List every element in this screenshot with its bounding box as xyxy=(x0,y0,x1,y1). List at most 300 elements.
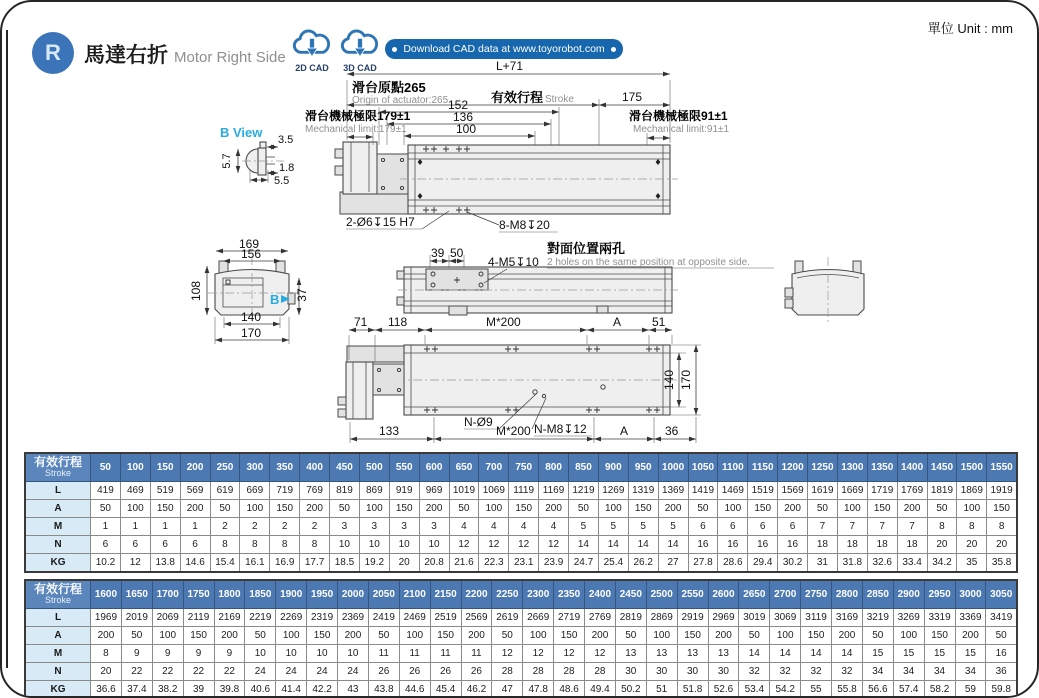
dim-m200-bottom: M*200 xyxy=(496,424,531,438)
value-cell: 50.2 xyxy=(615,681,646,698)
value-cell: 26 xyxy=(399,663,430,681)
stroke-value-header: 1350 xyxy=(867,453,897,482)
value-cell: 9 xyxy=(152,645,183,663)
value-cell: 20 xyxy=(957,536,987,554)
stroke-tables xyxy=(24,452,1018,698)
value-cell: 14 xyxy=(739,645,770,663)
value-cell: 2219 xyxy=(245,609,276,627)
value-cell: 869 xyxy=(359,482,389,500)
stroke-value-header: 1950 xyxy=(307,580,338,609)
value-cell: 5 xyxy=(628,518,658,536)
value-cell: 1919 xyxy=(987,482,1017,500)
value-cell: 18 xyxy=(808,536,838,554)
value-cell: 14 xyxy=(832,645,863,663)
value-cell: 100 xyxy=(770,627,801,645)
dim-170-bottom: 170 xyxy=(679,369,693,391)
value-cell: 5 xyxy=(598,518,628,536)
value-cell: 6 xyxy=(718,518,748,536)
value-cell: 16.9 xyxy=(270,554,300,573)
stroke-value-header: 600 xyxy=(419,453,449,482)
stroke-header-label: 有效行程 Stroke xyxy=(25,453,91,482)
dim-3-5: 3.5 xyxy=(278,134,294,146)
mech-limit-right-zh: 滑台機械極限91±1 xyxy=(629,109,728,123)
value-cell: 200 xyxy=(300,500,330,518)
value-cell: 10 xyxy=(245,645,276,663)
value-cell: 13 xyxy=(708,645,739,663)
value-cell: 1169 xyxy=(539,482,569,500)
value-cell: 2619 xyxy=(492,609,523,627)
stroke-value-header: 900 xyxy=(598,453,628,482)
value-cell: 4 xyxy=(509,518,539,536)
value-cell: 150 xyxy=(677,627,708,645)
value-cell: 16.1 xyxy=(240,554,270,573)
value-cell: 56.6 xyxy=(862,681,893,698)
value-cell: 10 xyxy=(389,536,419,554)
value-cell: 38.2 xyxy=(152,681,183,698)
value-cell: 42.2 xyxy=(307,681,338,698)
stroke-value-header: 1550 xyxy=(987,453,1017,482)
value-cell: 32.6 xyxy=(867,554,897,573)
value-cell: 10 xyxy=(359,536,389,554)
value-cell: 30 xyxy=(615,663,646,681)
value-cell: 2069 xyxy=(152,609,183,627)
value-cell: 2319 xyxy=(307,609,338,627)
value-cell: 14 xyxy=(569,536,599,554)
value-cell: 1519 xyxy=(748,482,778,500)
value-cell: 35.8 xyxy=(987,554,1017,573)
stroke-table-1 xyxy=(24,452,1018,573)
value-cell: 12 xyxy=(449,536,479,554)
value-cell: 200 xyxy=(955,627,986,645)
value-cell: 569 xyxy=(180,482,210,500)
value-cell: 18.5 xyxy=(330,554,360,573)
dim-5-7: 5.7 xyxy=(221,153,233,169)
value-cell: 2 xyxy=(270,518,300,536)
stroke-value-header: 3000 xyxy=(955,580,986,609)
dim-m5-holes: 4-M5↧10 xyxy=(488,255,539,269)
right-end-view xyxy=(785,257,864,322)
value-cell: 3069 xyxy=(770,609,801,627)
value-cell: 32 xyxy=(832,663,863,681)
value-cell: 26 xyxy=(430,663,461,681)
value-cell: 50 xyxy=(210,500,240,518)
value-cell: 3419 xyxy=(986,609,1017,627)
value-cell: 100 xyxy=(646,627,677,645)
stroke-value-header: 1450 xyxy=(927,453,957,482)
value-cell: 6 xyxy=(150,536,180,554)
value-cell: 14 xyxy=(770,645,801,663)
stroke-value-header: 1500 xyxy=(957,453,987,482)
value-cell: 2 xyxy=(240,518,270,536)
stroke-label-en: Stroke xyxy=(545,94,574,105)
b-ref-label: B xyxy=(270,292,280,307)
value-cell: 41.4 xyxy=(276,681,307,698)
value-cell: 50 xyxy=(368,627,399,645)
value-cell: 12 xyxy=(120,554,150,573)
stroke-value-header: 1850 xyxy=(245,580,276,609)
value-cell: 1819 xyxy=(927,482,957,500)
value-cell: 4 xyxy=(539,518,569,536)
stroke-value-header: 2400 xyxy=(585,580,616,609)
value-cell: 100 xyxy=(837,500,867,518)
stroke-value-header: 3050 xyxy=(986,580,1017,609)
value-cell: 20 xyxy=(987,536,1017,554)
value-cell: 26 xyxy=(368,663,399,681)
value-cell: 28 xyxy=(585,663,616,681)
stroke-value-header: 550 xyxy=(389,453,419,482)
value-cell: 150 xyxy=(389,500,419,518)
stroke-spec-table xyxy=(24,452,1018,573)
value-cell: 200 xyxy=(897,500,927,518)
value-cell: 150 xyxy=(270,500,300,518)
value-cell: 1869 xyxy=(957,482,987,500)
dim-a-top: A xyxy=(613,315,622,329)
row-label: A xyxy=(25,627,91,645)
value-cell: 8 xyxy=(91,645,122,663)
value-cell: 200 xyxy=(338,627,369,645)
value-cell: 26 xyxy=(461,663,492,681)
value-cell: 2719 xyxy=(554,609,585,627)
stroke-value-header: 350 xyxy=(270,453,300,482)
value-cell: 53.4 xyxy=(739,681,770,698)
stroke-value-header: 1250 xyxy=(808,453,838,482)
value-cell: 13 xyxy=(615,645,646,663)
dim-l-plus-71: L+71 xyxy=(496,59,524,73)
stroke-value-header: 2350 xyxy=(554,580,585,609)
stroke-value-header: 2100 xyxy=(399,580,430,609)
stroke-value-header: 850 xyxy=(569,453,599,482)
value-cell: 769 xyxy=(300,482,330,500)
value-cell: 57.4 xyxy=(893,681,924,698)
row-label: N xyxy=(25,663,91,681)
value-cell: 1269 xyxy=(598,482,628,500)
model-badge-letter: R xyxy=(45,40,61,65)
stroke-value-header: 800 xyxy=(539,453,569,482)
value-cell: 150 xyxy=(150,500,180,518)
value-cell: 969 xyxy=(419,482,449,500)
value-cell: 1 xyxy=(150,518,180,536)
value-cell: 100 xyxy=(718,500,748,518)
row-label: M xyxy=(25,518,91,536)
value-cell: 49.4 xyxy=(585,681,616,698)
value-cell: 35 xyxy=(957,554,987,573)
value-cell: 50 xyxy=(862,627,893,645)
value-cell: 8 xyxy=(957,518,987,536)
value-cell: 14 xyxy=(658,536,688,554)
value-cell: 46.2 xyxy=(461,681,492,698)
stroke-value-header: 700 xyxy=(479,453,509,482)
dim-37: 37 xyxy=(295,288,309,302)
value-cell: 50 xyxy=(986,627,1017,645)
value-cell: 12 xyxy=(509,536,539,554)
value-cell: 200 xyxy=(419,500,449,518)
dim-140: 140 xyxy=(241,310,262,324)
value-cell: 16 xyxy=(748,536,778,554)
value-cell: 2869 xyxy=(646,609,677,627)
stroke-value-header: 2750 xyxy=(801,580,832,609)
value-cell: 40.6 xyxy=(245,681,276,698)
value-cell: 30 xyxy=(708,663,739,681)
stroke-value-header: 2800 xyxy=(832,580,863,609)
value-cell: 17.7 xyxy=(300,554,330,573)
value-cell: 150 xyxy=(987,500,1017,518)
value-cell: 54.2 xyxy=(770,681,801,698)
value-cell: 7 xyxy=(837,518,867,536)
dim-39: 39 xyxy=(431,246,445,260)
value-cell: 39.8 xyxy=(214,681,245,698)
value-cell: 22 xyxy=(152,663,183,681)
value-cell: 14 xyxy=(801,645,832,663)
value-cell: 29.4 xyxy=(748,554,778,573)
value-cell: 2919 xyxy=(677,609,708,627)
value-cell: 150 xyxy=(924,627,955,645)
value-cell: 1 xyxy=(180,518,210,536)
stroke-value-header: 2000 xyxy=(338,580,369,609)
value-cell: 26.2 xyxy=(628,554,658,573)
dim-pin-holes: 2-Ø6↧15 H7 xyxy=(346,215,415,229)
value-cell: 39 xyxy=(183,681,214,698)
value-cell: 8 xyxy=(987,518,1017,536)
value-cell: 9 xyxy=(183,645,214,663)
value-cell: 1469 xyxy=(718,482,748,500)
value-cell: 43 xyxy=(338,681,369,698)
value-cell: 1119 xyxy=(509,482,539,500)
value-cell: 11 xyxy=(368,645,399,663)
value-cell: 32 xyxy=(739,663,770,681)
value-cell: 469 xyxy=(120,482,150,500)
value-cell: 3219 xyxy=(862,609,893,627)
value-cell: 32 xyxy=(801,663,832,681)
value-cell: 11 xyxy=(399,645,430,663)
value-cell: 22 xyxy=(214,663,245,681)
value-cell: 1419 xyxy=(688,482,718,500)
value-cell: 12 xyxy=(554,645,585,663)
value-cell: 34 xyxy=(862,663,893,681)
value-cell: 31 xyxy=(808,554,838,573)
value-cell: 100 xyxy=(276,627,307,645)
stroke-value-header: 2500 xyxy=(646,580,677,609)
value-cell: 100 xyxy=(359,500,389,518)
value-cell: 10 xyxy=(307,645,338,663)
value-cell: 50 xyxy=(330,500,360,518)
value-cell: 50 xyxy=(121,627,152,645)
value-cell: 2169 xyxy=(214,609,245,627)
value-cell: 150 xyxy=(748,500,778,518)
value-cell: 8 xyxy=(300,536,330,554)
value-cell: 18 xyxy=(897,536,927,554)
value-cell: 200 xyxy=(91,627,122,645)
value-cell: 519 xyxy=(150,482,180,500)
value-cell: 150 xyxy=(509,500,539,518)
stroke-value-header: 2700 xyxy=(770,580,801,609)
stroke-value-header: 2850 xyxy=(862,580,893,609)
value-cell: 8 xyxy=(240,536,270,554)
row-label: M xyxy=(25,645,91,663)
value-cell: 45.4 xyxy=(430,681,461,698)
value-cell: 150 xyxy=(867,500,897,518)
dim-m8-holes: 8-M8↧20 xyxy=(499,218,550,232)
value-cell: 2419 xyxy=(368,609,399,627)
value-cell: 34 xyxy=(924,663,955,681)
value-cell: 7 xyxy=(808,518,838,536)
stroke-value-header: 2950 xyxy=(924,580,955,609)
value-cell: 2 xyxy=(210,518,240,536)
value-cell: 50 xyxy=(569,500,599,518)
dim-133: 133 xyxy=(379,424,400,438)
value-cell: 55 xyxy=(801,681,832,698)
value-cell: 12 xyxy=(539,536,569,554)
value-cell: 2769 xyxy=(585,609,616,627)
dim-175: 175 xyxy=(622,90,643,104)
value-cell: 200 xyxy=(585,627,616,645)
dim-1-8: 1.8 xyxy=(279,162,295,174)
value-cell: 25.4 xyxy=(598,554,628,573)
value-cell: 3 xyxy=(359,518,389,536)
value-cell: 44.6 xyxy=(399,681,430,698)
value-cell: 50 xyxy=(492,627,523,645)
stroke-value-header: 150 xyxy=(150,453,180,482)
middle-side-view xyxy=(397,241,774,315)
stroke-value-header: 1150 xyxy=(748,453,778,482)
stroke-value-header: 1050 xyxy=(688,453,718,482)
stroke-value-header: 400 xyxy=(300,453,330,482)
value-cell: 51 xyxy=(646,681,677,698)
value-cell: 419 xyxy=(91,482,121,500)
value-cell: 150 xyxy=(307,627,338,645)
value-cell: 50 xyxy=(739,627,770,645)
value-cell: 150 xyxy=(183,627,214,645)
b-view-label: B View xyxy=(220,125,263,140)
value-cell: 3369 xyxy=(955,609,986,627)
bottom-view xyxy=(338,315,701,443)
value-cell: 4 xyxy=(449,518,479,536)
stroke-value-header: 1650 xyxy=(121,580,152,609)
value-cell: 2469 xyxy=(399,609,430,627)
dim-108: 108 xyxy=(189,280,203,302)
value-cell: 7 xyxy=(897,518,927,536)
value-cell: 20.8 xyxy=(419,554,449,573)
value-cell: 3 xyxy=(389,518,419,536)
value-cell: 8 xyxy=(927,518,957,536)
value-cell: 20 xyxy=(91,663,122,681)
value-cell: 150 xyxy=(628,500,658,518)
value-cell: 18 xyxy=(837,536,867,554)
stroke-value-header: 1400 xyxy=(897,453,927,482)
stroke-value-header: 300 xyxy=(240,453,270,482)
value-cell: 9 xyxy=(214,645,245,663)
value-cell: 58.2 xyxy=(924,681,955,698)
value-cell: 2969 xyxy=(708,609,739,627)
value-cell: 20 xyxy=(389,554,419,573)
stroke-value-header: 50 xyxy=(91,453,121,482)
value-cell: 100 xyxy=(957,500,987,518)
value-cell: 16 xyxy=(718,536,748,554)
row-label: N xyxy=(25,536,91,554)
value-cell: 10 xyxy=(419,536,449,554)
value-cell: 15 xyxy=(862,645,893,663)
opposite-holes-zh: 對面位置兩孔 xyxy=(547,241,626,256)
stroke-value-header: 2900 xyxy=(893,580,924,609)
value-cell: 200 xyxy=(214,627,245,645)
value-cell: 22 xyxy=(183,663,214,681)
dim-152: 152 xyxy=(448,98,469,112)
value-cell: 59 xyxy=(955,681,986,698)
cad-3d-label: 3D CAD xyxy=(343,63,377,73)
stroke-value-header: 2550 xyxy=(677,580,708,609)
value-cell: 14 xyxy=(598,536,628,554)
value-cell: 2019 xyxy=(121,609,152,627)
value-cell: 2519 xyxy=(430,609,461,627)
value-cell: 3269 xyxy=(893,609,924,627)
value-cell: 10 xyxy=(276,645,307,663)
dim-170: 170 xyxy=(241,326,262,340)
stroke-value-header: 650 xyxy=(449,453,479,482)
value-cell: 16 xyxy=(778,536,808,554)
value-cell: 669 xyxy=(240,482,270,500)
dim-a-bottom: A xyxy=(620,424,629,438)
value-cell: 15.4 xyxy=(210,554,240,573)
value-cell: 100 xyxy=(152,627,183,645)
value-cell: 100 xyxy=(523,627,554,645)
value-cell: 200 xyxy=(539,500,569,518)
value-cell: 28.6 xyxy=(718,554,748,573)
value-cell: 31.8 xyxy=(837,554,867,573)
stroke-value-header: 1000 xyxy=(658,453,688,482)
stroke-value-header: 100 xyxy=(120,453,150,482)
value-cell: 14 xyxy=(628,536,658,554)
dim-36: 36 xyxy=(665,424,679,438)
value-cell: 2 xyxy=(300,518,330,536)
row-label: KG xyxy=(25,681,91,698)
value-cell: 3169 xyxy=(832,609,863,627)
value-cell: 1619 xyxy=(808,482,838,500)
value-cell: 22 xyxy=(121,663,152,681)
value-cell: 34.2 xyxy=(927,554,957,573)
value-cell: 15 xyxy=(924,645,955,663)
value-cell: 150 xyxy=(554,627,585,645)
value-cell: 55.8 xyxy=(832,681,863,698)
value-cell: 48.6 xyxy=(554,681,585,698)
origin-label-zh: 滑台原點265 xyxy=(352,80,426,95)
value-cell: 12 xyxy=(585,645,616,663)
unit-label: 單位 Unit : mm xyxy=(927,21,1013,36)
value-cell: 24 xyxy=(276,663,307,681)
value-cell: 6 xyxy=(91,536,121,554)
dim-5-5: 5.5 xyxy=(274,175,290,187)
value-cell: 16 xyxy=(688,536,718,554)
value-cell: 6 xyxy=(180,536,210,554)
dim-136: 136 xyxy=(453,110,474,124)
value-cell: 50 xyxy=(91,500,121,518)
value-cell: 1069 xyxy=(479,482,509,500)
value-cell: 22.3 xyxy=(479,554,509,573)
value-cell: 2269 xyxy=(276,609,307,627)
opposite-holes-en: 2 holes on the same position at opposite side. xyxy=(547,257,750,268)
value-cell: 11 xyxy=(461,645,492,663)
value-cell: 5 xyxy=(658,518,688,536)
value-cell: 1219 xyxy=(569,482,599,500)
value-cell: 2569 xyxy=(461,609,492,627)
value-cell: 100 xyxy=(598,500,628,518)
value-cell: 24 xyxy=(307,663,338,681)
value-cell: 4 xyxy=(479,518,509,536)
stroke-header-label: 有效行程 Stroke xyxy=(25,580,91,609)
top-side-view xyxy=(305,59,730,232)
stroke-value-header: 2050 xyxy=(368,580,399,609)
value-cell: 28 xyxy=(492,663,523,681)
value-cell: 28 xyxy=(554,663,585,681)
value-cell: 9 xyxy=(121,645,152,663)
